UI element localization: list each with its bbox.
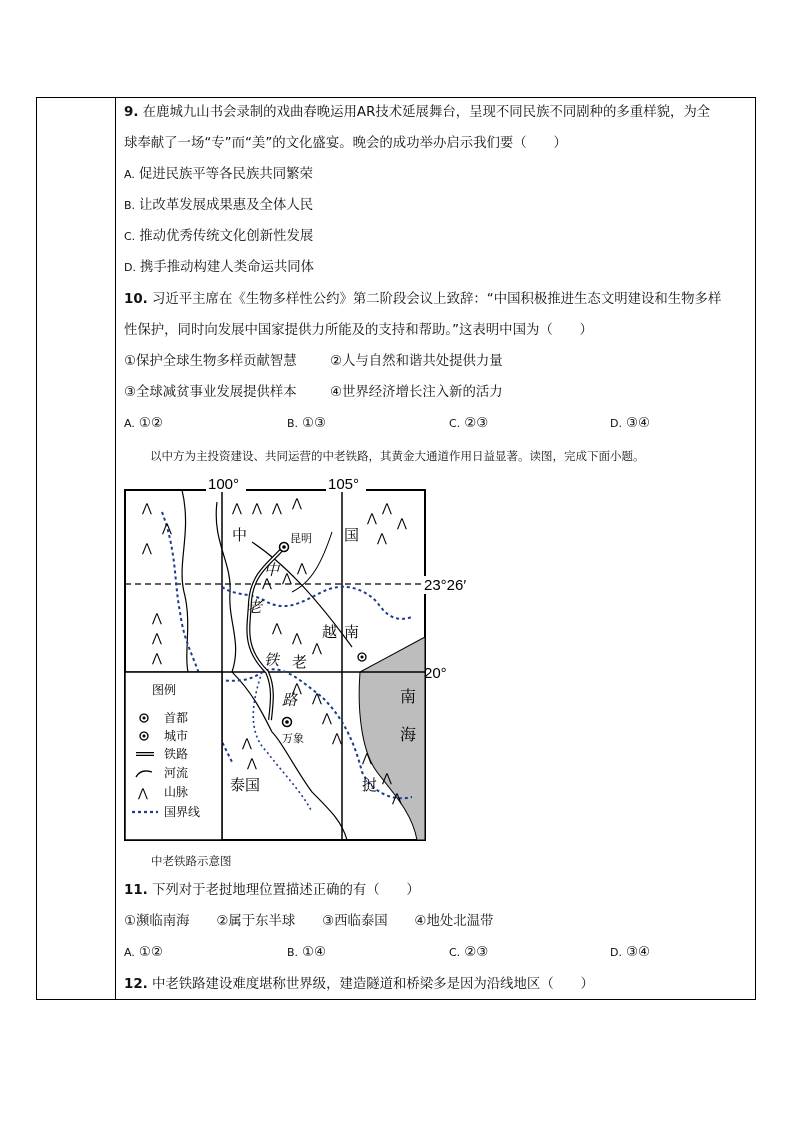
- svg-text:⋀: ⋀: [367, 511, 377, 525]
- q9-stem-line2: 球奉献了一场“专”而“美”的文化盛宴。晚会的成功举办启示我们要（ ）: [124, 136, 567, 151]
- svg-text:⋀: ⋀: [297, 561, 307, 575]
- label-thailand: 泰国: [230, 776, 261, 794]
- legend-capital: 首都: [164, 711, 189, 725]
- q9-option-a[interactable]: A. 促进民族平等各民族共同繁荣: [124, 167, 313, 182]
- svg-text:⋀: ⋀: [272, 621, 282, 635]
- svg-text:⋀: ⋀: [397, 516, 407, 530]
- q11-stem: 11. 下列对于老挝地理位置描述正确的有（ ）: [124, 883, 420, 898]
- svg-text:⋀: ⋀: [377, 531, 387, 545]
- svg-text:⋀: ⋀: [247, 756, 257, 770]
- lat-20-label: 20°: [424, 665, 447, 682]
- svg-text:⋀: ⋀: [152, 651, 162, 665]
- q10-item-4: ④世界经济增长注入新的活力: [330, 385, 503, 400]
- label-yue: 越: [322, 623, 338, 641]
- q9-option-c[interactable]: C. 推动优秀传统文化创新性发展: [124, 229, 314, 244]
- q11-choice-c[interactable]: C. ②③: [449, 945, 489, 960]
- svg-text:⋀: ⋀: [362, 751, 372, 765]
- svg-text:⋀: ⋀: [382, 771, 392, 785]
- label-sea-hai: 海: [400, 725, 417, 744]
- legend-river: 河流: [164, 766, 189, 780]
- q10-choice-b[interactable]: B. ①③: [287, 416, 327, 431]
- svg-text:⋀: ⋀: [392, 791, 402, 805]
- svg-text:⋀: ⋀: [332, 731, 342, 745]
- svg-text:⋀: ⋀: [272, 501, 282, 515]
- q11-items: ①濒临南海 ②属于东半球 ③西临泰国 ④地处北温带: [124, 914, 494, 929]
- label-china-guo: 国: [344, 526, 360, 544]
- table-column-divider: [115, 97, 116, 1000]
- lon-105-label: 105°: [328, 476, 360, 493]
- q10-item-3: ③全球减贫事业发展提供样本: [124, 385, 297, 400]
- svg-text:⋀: ⋀: [312, 691, 322, 705]
- china-laos-railway-map: [122, 472, 467, 842]
- q10-stem-line2: 性保护，同时向发展中国家提供力所能及的支持和帮助。”这表明中国为（ ）: [124, 323, 593, 338]
- q10-stem-line1: 10. 习近平主席在《生物多样性公约》第二阶段会议上致辞：“中国积极推进生态文明建设和生物多样: [124, 292, 722, 307]
- svg-text:⋀: ⋀: [322, 711, 332, 725]
- lat-tropic-label: 23°26′: [424, 577, 467, 594]
- svg-text:⋀: ⋀: [162, 521, 172, 535]
- q10-item-1: ①保护全球生物多样贡献智慧: [124, 354, 297, 369]
- label-rail-lao: 老: [247, 598, 263, 616]
- label-kunming: 昆明: [290, 532, 312, 545]
- svg-text:⋀: ⋀: [292, 496, 302, 510]
- q10-item-2: ②人与自然和谐共处提供力量: [330, 354, 503, 369]
- q10-choice-d[interactable]: D. ③④: [610, 416, 650, 431]
- svg-text:⋀: ⋀: [242, 736, 252, 750]
- svg-text:⋀: ⋀: [262, 576, 272, 590]
- legend-railway: 铁路: [164, 747, 189, 761]
- svg-text:⋀: ⋀: [382, 501, 392, 515]
- svg-text:⋀: ⋀: [292, 681, 302, 695]
- q9-option-b[interactable]: B. 让改革发展成果惠及全体人民: [124, 198, 314, 213]
- label-rail-zhong: 中: [264, 561, 280, 579]
- legend-title: 图例: [152, 683, 177, 697]
- legend-mountain: 山脉: [164, 785, 189, 799]
- q9-option-d[interactable]: D. 携手推动构建人类命运共同体: [124, 260, 315, 275]
- label-nan: 南: [344, 623, 360, 641]
- q12-stem: 12. 中老铁路建设难度堪称世界级，建造隧道和桥梁多是因为沿线地区（ ）: [124, 977, 594, 992]
- label-china-zhong: 中: [232, 526, 248, 544]
- q9-stem-line1: 9. 在鹿城九山书会录制的戏曲春晚运用AR技术延展舞台，呈现不同民族不同剧种的多重样貌，为全: [124, 105, 711, 120]
- svg-text:⋀: ⋀: [252, 501, 262, 515]
- svg-text:⋀: ⋀: [292, 631, 302, 645]
- svg-text:⋀: ⋀: [312, 641, 322, 655]
- legend-border: 国界线: [164, 805, 201, 819]
- svg-text:⋀: ⋀: [152, 631, 162, 645]
- svg-text:⋀: ⋀: [142, 501, 152, 515]
- map-caption: 中老铁路示意图: [151, 854, 232, 868]
- lon-100-label: 100°: [208, 476, 240, 493]
- label-sea-nan: 南: [400, 687, 417, 706]
- label-cambodia: 挝: [362, 776, 378, 794]
- svg-text:⋀: ⋀: [232, 501, 242, 515]
- q11-choice-d[interactable]: D. ③④: [610, 945, 650, 960]
- map-intro-text: 以中方为主投资建设、共同运营的中老铁路，其黄金大通道作用日益显著。读图，完成下面小题。: [150, 449, 645, 463]
- q10-choice-c[interactable]: C. ②③: [449, 416, 489, 431]
- label-rail-tie: 铁: [264, 651, 280, 669]
- label-laos: 老: [292, 653, 308, 671]
- svg-text:⋀: ⋀: [282, 571, 292, 585]
- q11-choice-a[interactable]: A. ①②: [124, 945, 163, 960]
- svg-text:⋀: ⋀: [142, 541, 152, 555]
- q10-choice-a[interactable]: A. ①②: [124, 416, 163, 431]
- label-vientiane: 万象: [282, 732, 304, 745]
- legend-city: 城市: [164, 729, 189, 743]
- svg-text:⋀: ⋀: [138, 786, 148, 800]
- q11-choice-b[interactable]: B. ①④: [287, 945, 327, 960]
- label-rail-lu: 路: [282, 691, 298, 709]
- svg-text:⋀: ⋀: [152, 611, 162, 625]
